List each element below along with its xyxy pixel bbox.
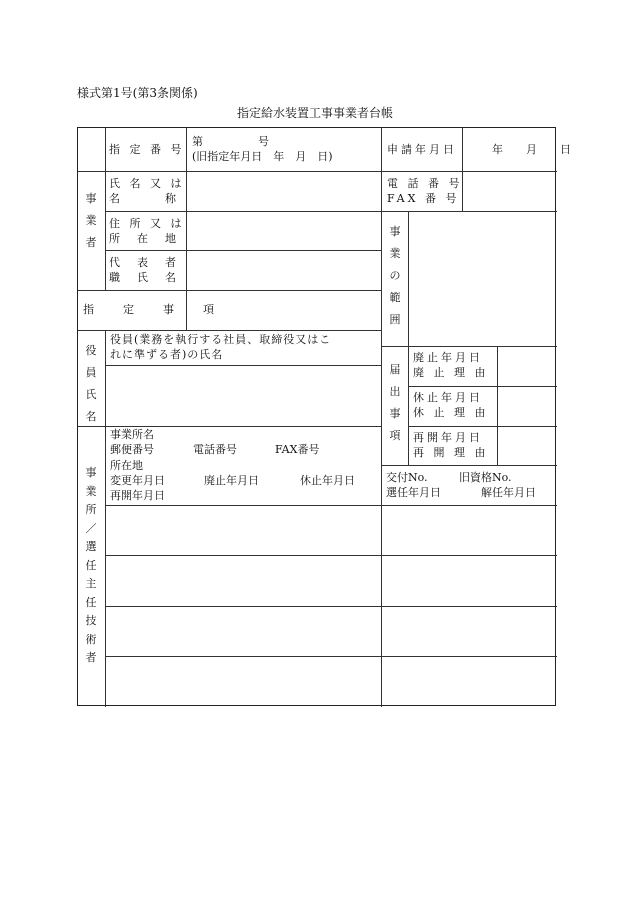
abolish-reason-label: 廃 止 理 由 [413, 366, 489, 379]
row-divider [105, 211, 381, 212]
designation-number-line2: (旧指定年月日 年 月 日) [192, 150, 333, 163]
office-fax-label: FAX番号 [275, 443, 320, 456]
appoint-date-label: 選任年月日 [386, 486, 441, 499]
designation-number-line1: 第 号 [192, 135, 269, 148]
col-divider [408, 211, 409, 465]
row-divider [408, 386, 557, 387]
row-divider [78, 171, 557, 172]
row-divider [78, 290, 381, 291]
row-divider [78, 330, 381, 331]
col-divider [105, 128, 106, 290]
designated-items-label: 指 定 事 項 [83, 303, 223, 316]
designation-number-label: 指 定 番 号 [109, 143, 185, 156]
col-divider [462, 128, 463, 211]
office-suspend-date-label: 休止年月日 [300, 474, 355, 487]
change-date-label: 変更年月日 [110, 474, 165, 487]
row-divider [408, 426, 557, 427]
officers-header-line1: 役員(業務を執行する社員、取締役又はこ [110, 333, 332, 346]
row-divider [105, 250, 381, 251]
business-operator-side-label: 事 業 者 [85, 192, 97, 249]
office-name-label: 事業所名 [110, 428, 154, 441]
address-label-2: 所 在 地 [109, 232, 179, 245]
address-label-1: 住 所 又 は [109, 217, 185, 230]
row-divider [78, 426, 381, 427]
office-location-label: 所在地 [110, 459, 143, 472]
resume-reason-label: 再 開 理 由 [413, 446, 489, 459]
office-phone-label: 電話番号 [193, 443, 237, 456]
business-scope-label: 事 業 の 範 囲 [389, 225, 401, 326]
name-label-1: 氏 名 又 は [109, 177, 185, 190]
officers-side-label: 役 員 氏 名 [85, 344, 97, 423]
application-date-value: 年 月 日 [492, 143, 577, 156]
name-label-2: 名 称 [109, 192, 179, 205]
row-divider [105, 656, 557, 657]
row-divider [105, 555, 557, 556]
col-divider [381, 128, 382, 707]
suspend-reason-label: 休 止 理 由 [413, 406, 489, 419]
fax-label: FAX 番 号 [387, 192, 460, 205]
suspend-date-label: 休止年月日 [413, 391, 483, 404]
abolish-date-label: 廃止年月日 [413, 351, 483, 364]
resume-date-label: 再開年月日 [413, 431, 483, 444]
old-qualification-no-label: 旧資格No. [459, 471, 512, 484]
row-divider [105, 505, 557, 506]
page-title: 指定給水装置工事事業者台帳 [236, 106, 393, 120]
office-abolish-date-label: 廃止年月日 [204, 474, 259, 487]
application-date-label: 申請年月日 [387, 143, 457, 156]
row-divider [381, 465, 557, 466]
col-divider [497, 346, 498, 465]
office-resume-date-label: 再開年月日 [110, 489, 165, 502]
representative-label-1: 代 表 者 [109, 256, 179, 269]
col-divider [186, 128, 187, 330]
dismiss-date-label: 解任年月日 [481, 486, 536, 499]
col-divider [105, 330, 106, 707]
form-number: 様式第1号(第3条関係) [77, 86, 198, 100]
phone-label: 電 話 番 号 [387, 177, 463, 190]
registry-table [77, 127, 577, 706]
representative-label-2: 職 氏 名 [109, 271, 179, 284]
row-divider [105, 606, 557, 607]
issue-no-label: 交付No. [386, 471, 428, 484]
office-engineer-side-label: 事 業 所 ／ 選 任 主 任 技 術 者 [85, 466, 97, 664]
officers-header-line2: れに準ずる者)の氏名 [110, 348, 224, 361]
notification-side-label: 届 出 事 項 [389, 363, 401, 442]
postal-code-label: 郵便番号 [110, 443, 154, 456]
row-divider [105, 365, 381, 366]
